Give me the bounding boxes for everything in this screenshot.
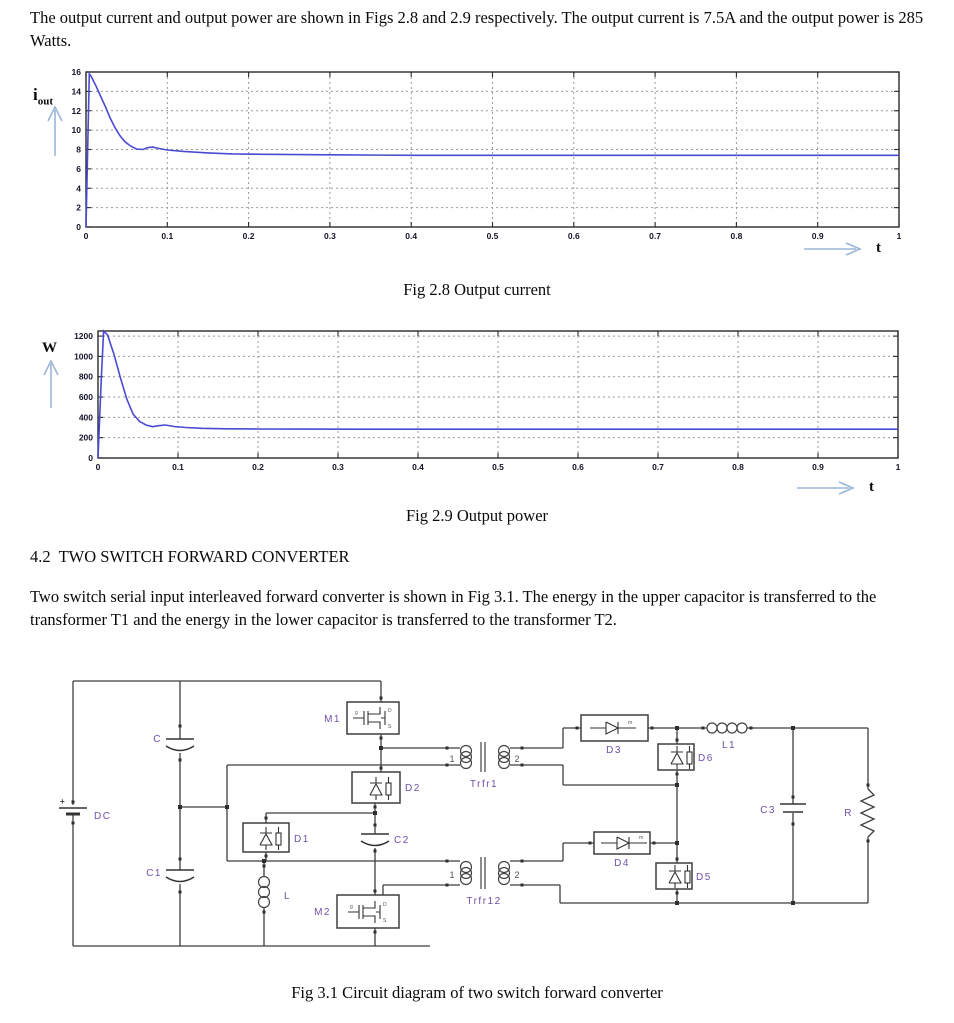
section-paragraph: Two switch serial input interleaved forward converter is shown in Fig 3.1. The energy in the upper capacitor is transferred to the transformer T1 and the energy in the lower capacitor is transferred to the transformer T2.: [30, 587, 877, 629]
fig29-caption: Fig 2.9 Output power: [405, 506, 549, 525]
svg-text:10: 10: [71, 125, 81, 136]
d6-label: D6: [698, 753, 714, 764]
svg-text:0: 0: [76, 222, 81, 232]
diode-d1-block: [243, 823, 310, 852]
svg-text:800: 800: [78, 371, 93, 382]
data-series: [86, 74, 899, 227]
svg-text:1: 1: [896, 231, 902, 241]
dc-label: DC: [94, 811, 112, 822]
svg-text:0.8: 0.8: [730, 231, 743, 241]
m2-label: M2: [314, 907, 331, 918]
fig29-xlabel: [795, 479, 874, 496]
inductor-l: [259, 877, 292, 908]
ylabel-main: i: [33, 85, 38, 104]
mosfet-m2-block: [314, 895, 399, 928]
fig31-caption: Fig 3.1 Circuit diagram of two switch forward converter: [291, 983, 663, 1002]
winding2-number: 2: [514, 870, 520, 880]
c-label: C: [153, 734, 162, 745]
svg-text:200: 200: [78, 432, 93, 443]
winding1-number: 1: [449, 870, 455, 880]
trfr1-label: Trfr1: [469, 779, 499, 790]
winding2-number: 2: [514, 754, 520, 764]
svg-text:0.6: 0.6: [567, 231, 580, 241]
svg-text:0.5: 0.5: [492, 462, 504, 472]
fig29-plot: [0, 323, 954, 503]
svg-text:0.2: 0.2: [252, 462, 264, 472]
l1-label: L1: [721, 740, 737, 751]
c1-label: C1: [146, 868, 162, 879]
diode-d5-block: [656, 863, 712, 889]
svg-text:0: 0: [88, 453, 93, 463]
transformer-trfr12: [449, 857, 519, 907]
svg-text:0.9: 0.9: [811, 231, 824, 241]
mosfet-m1-block: [324, 702, 399, 734]
xlabel-text: t: [869, 479, 874, 495]
d4-label: D4: [614, 858, 630, 869]
m1-label: M1: [324, 714, 341, 725]
diode-d2-block: [352, 772, 421, 803]
r-label: R: [844, 808, 853, 819]
d3-label: D3: [606, 745, 622, 756]
fig28-caption: Fig 2.8 Output current: [403, 280, 551, 299]
diode-d4-block: [594, 832, 650, 869]
right-arrow-icon: [795, 481, 859, 495]
trfr12-label: Trfr12: [466, 896, 502, 907]
svg-text:6: 6: [76, 163, 81, 174]
svg-text:1200: 1200: [74, 331, 93, 342]
data-series: [98, 331, 898, 458]
svg-text:0.7: 0.7: [652, 462, 664, 472]
diode-d6-block: [658, 744, 714, 770]
fig29-chart: [0, 323, 954, 503]
svg-text:0.8: 0.8: [732, 462, 744, 472]
svg-text:1: 1: [895, 462, 901, 472]
circuit-diagram: g D S m + DC C C1 C2 C3 M1 M2 D1 D2 D6 D5 D3 D4 L L1 R 1 2 Trfr1 1 2 Trfr12: [0, 652, 954, 962]
up-arrow-icon: [44, 104, 66, 158]
c2-label: C2: [394, 835, 410, 846]
capacitor-c3: [760, 804, 806, 816]
resistor-zigzag: [861, 789, 874, 837]
fig29-ylabel: [42, 340, 57, 359]
svg-text:1000: 1000: [74, 351, 93, 362]
ylabel-main: W: [42, 340, 57, 356]
svg-text:0.5: 0.5: [486, 231, 499, 241]
svg-text:12: 12: [71, 105, 81, 116]
dc-source: [59, 797, 111, 822]
section-heading: 4.2 TWO SWITCH FORWARD CONVERTER: [30, 547, 350, 566]
transformer-trfr1: [449, 742, 519, 790]
svg-text:2: 2: [76, 202, 81, 213]
capacitor-c: [153, 734, 194, 751]
svg-text:0.4: 0.4: [412, 462, 424, 472]
right-arrow-icon: [802, 242, 866, 256]
svg-text:0.3: 0.3: [323, 231, 336, 241]
d5-label: D5: [696, 872, 712, 883]
winding1-number: 1: [449, 754, 455, 764]
svg-text:0.1: 0.1: [172, 462, 184, 472]
c3-label: C3: [760, 805, 776, 816]
svg-text:0.4: 0.4: [405, 231, 418, 241]
diode-d3-block: [581, 715, 648, 756]
fig28-xlabel: [802, 240, 881, 257]
svg-text:0: 0: [95, 462, 101, 472]
fig28-chart: [0, 62, 954, 272]
svg-text:8: 8: [76, 144, 81, 155]
capacitor-c2: [361, 834, 410, 846]
svg-text:14: 14: [71, 86, 81, 97]
svg-text:0.2: 0.2: [242, 231, 255, 241]
ylabel-sub: out: [37, 95, 54, 108]
svg-text:0.3: 0.3: [332, 462, 344, 472]
svg-text:0.1: 0.1: [161, 231, 174, 241]
d2-label: D2: [405, 783, 421, 794]
svg-text:400: 400: [78, 412, 93, 423]
plus-sign: +: [60, 797, 65, 806]
capacitor-c1: [146, 868, 194, 882]
l-label: L: [284, 891, 292, 902]
svg-text:0.9: 0.9: [812, 462, 824, 472]
d1-label: D1: [294, 834, 310, 845]
svg-text:16: 16: [71, 67, 81, 77]
xlabel-text: t: [876, 240, 881, 256]
svg-text:0.6: 0.6: [572, 462, 584, 472]
svg-text:600: 600: [78, 392, 93, 403]
svg-text:0: 0: [83, 231, 89, 241]
inductor-l1: [707, 723, 747, 751]
svg-text:0.7: 0.7: [649, 231, 662, 241]
svg-text:4: 4: [76, 183, 81, 194]
up-arrow-icon: [40, 358, 62, 410]
intro-paragraph: The output current and output power are shown in Figs 2.8 and 2.9 respectively. The output current is 7.5A and the output power is 285 Watts.: [30, 8, 924, 50]
